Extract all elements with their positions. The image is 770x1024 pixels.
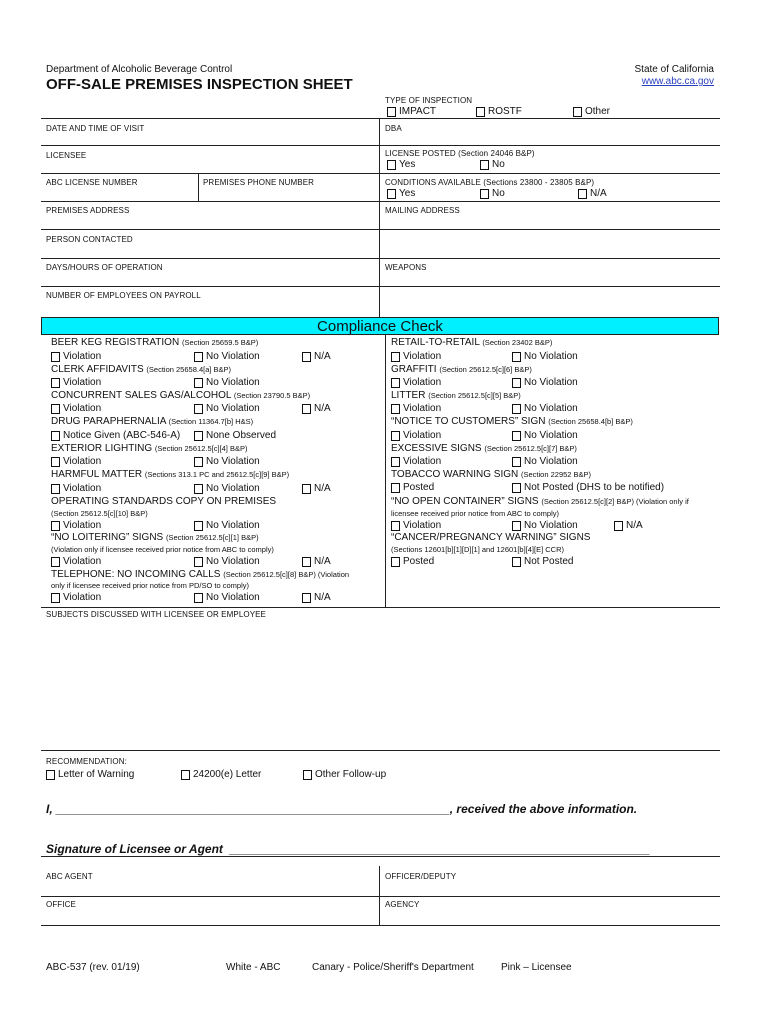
operating-standards-section: (Section 25612.5[c][10] B&P) — [51, 509, 148, 518]
checkbox-box[interactable] — [51, 484, 60, 494]
beer-keg-violation[interactable]: Violation — [51, 351, 101, 362]
letter-of-warning-checkbox[interactable]: Letter of Warning — [46, 769, 134, 780]
license-posted-label: LICENSE POSTED (Section 24046 B&P) — [385, 149, 535, 158]
abc-agent-label: ABC AGENT — [46, 872, 93, 881]
premises-address-label: PREMISES ADDRESS — [46, 206, 130, 215]
litter-heading: LITTER (Section 25612.5[c][5] B&P) — [391, 390, 521, 401]
mailing-address-label: MAILING ADDRESS — [385, 206, 460, 215]
form-title: OFF-SALE PREMISES INSPECTION SHEET — [46, 76, 353, 93]
license-posted-no-checkbox[interactable]: No — [480, 159, 505, 170]
no-loitering-violation[interactable]: Violation — [51, 556, 101, 567]
compliance-bottom-line — [41, 607, 720, 608]
checkbox-box[interactable] — [302, 484, 311, 494]
harmful-matter-violation[interactable]: Violation — [51, 483, 101, 494]
operating-standards-violation[interactable]: Violation — [51, 520, 101, 531]
cancer-pregnancy-heading: “CANCER/PREGNANCY WARNING” SIGNS — [391, 532, 591, 543]
person-contacted-label: PERSON CONTACTED — [46, 235, 133, 244]
abc-license-number-label: ABC LICENSE NUMBER — [46, 178, 138, 187]
days-hours-label: DAYS/HOURS OF OPERATION — [46, 263, 163, 272]
checkbox-box[interactable] — [51, 431, 60, 441]
checkbox-box[interactable] — [512, 404, 521, 414]
tobacco-not-posted[interactable]: Not Posted (DHS to be notified) — [512, 482, 664, 493]
licensee-label: LICENSEE — [46, 151, 87, 160]
conditions-no-checkbox[interactable]: No — [480, 188, 505, 199]
compliance-check-title: Compliance Check — [41, 317, 719, 335]
cancer-not-posted[interactable]: Not Posted — [512, 556, 573, 567]
copy-white: White - ABC — [226, 962, 281, 973]
checkbox-box[interactable] — [391, 521, 400, 531]
checkbox-box[interactable] — [391, 352, 400, 362]
checkbox-box[interactable] — [387, 107, 396, 117]
employees-label: NUMBER OF EMPLOYEES ON PAYROLL — [46, 291, 201, 300]
grid-line — [41, 173, 720, 174]
checkbox-box[interactable] — [614, 521, 623, 531]
exterior-lighting-no-violation[interactable]: No Violation — [194, 456, 260, 467]
checkbox-box[interactable] — [512, 483, 521, 493]
checkbox-box[interactable] — [302, 557, 311, 567]
grid-line — [41, 925, 720, 926]
checkbox-box[interactable] — [51, 521, 60, 531]
telephone-no-violation[interactable]: No Violation — [194, 592, 260, 603]
signature-bottom-line — [41, 856, 720, 857]
harmful-matter-na[interactable]: N/A — [302, 483, 331, 494]
harmful-matter-no-violation[interactable]: No Violation — [194, 483, 260, 494]
litter-violation[interactable]: Violation — [391, 403, 441, 414]
drug-paraphernalia-heading: DRUG PARAPHERNALIA (Section 11364.7[b] H&S) — [51, 416, 254, 427]
compliance-divider — [385, 335, 386, 607]
concurrent-sales-heading: CONCURRENT SALES GAS/ALCOHOL (Section 23790.5 B&P) — [51, 390, 311, 401]
checkbox-box[interactable] — [51, 457, 60, 467]
checkbox-box[interactable] — [476, 107, 485, 117]
other-follow-up-checkbox[interactable]: Other Follow-up — [303, 769, 386, 780]
harmful-matter-heading: HARMFUL MATTER (Sections 313.1 PC and 25612.5[c][9] B&P) — [51, 469, 290, 480]
rostf-checkbox[interactable]: ROSTF — [476, 106, 522, 117]
recommendation-label: RECOMMENDATION: — [46, 757, 127, 766]
checkbox-box[interactable] — [194, 557, 203, 567]
checkbox-box[interactable] — [302, 593, 311, 603]
graffiti-no-violation[interactable]: No Violation — [512, 377, 578, 388]
subjects-discussed-label: SUBJECTS DISCUSSED WITH LICENSEE OR EMPLOYEE — [46, 610, 266, 619]
checkbox-box[interactable] — [51, 352, 60, 362]
checkbox-box[interactable] — [194, 593, 203, 603]
telephone-heading: TELEPHONE: NO INCOMING CALLS (Section 25612.5[c][8] B&P) (Violation — [51, 569, 350, 580]
checkbox-box[interactable] — [512, 521, 521, 531]
notice-to-customers-heading: “NOTICE TO CUSTOMERS” SIGN (Section 25658.4[b] B&P) — [391, 416, 633, 427]
copy-pink: Pink – Licensee — [501, 962, 572, 973]
checkbox-box[interactable] — [387, 160, 396, 170]
clerk-affidavits-violation[interactable]: Violation — [51, 377, 101, 388]
grid-line — [41, 201, 720, 202]
grid-line — [41, 229, 720, 230]
premises-phone-label: PREMISES PHONE NUMBER — [203, 178, 315, 187]
concurrent-sales-na[interactable]: N/A — [302, 403, 331, 414]
department-name: Department of Alcoholic Beverage Control — [46, 64, 233, 75]
checkbox-box[interactable] — [303, 770, 312, 780]
no-open-container-heading: “NO OPEN CONTAINER” SIGNS (Section 25612.5[c][2] B&P) (Violation only if — [391, 496, 689, 507]
grid-line — [41, 286, 720, 287]
officer-deputy-label: OFFICER/DEPUTY — [385, 872, 457, 881]
notice-to-customers-no-violation[interactable]: No Violation — [512, 430, 578, 441]
date-time-label: DATE AND TIME OF VISIT — [46, 124, 145, 133]
grid-divider — [379, 866, 380, 925]
tobacco-warning-heading: TOBACCO WARNING SIGN (Section 22952 B&P) — [391, 469, 592, 480]
telephone-violation[interactable]: Violation — [51, 592, 101, 603]
form-number: ABC-537 (rev. 01/19) — [46, 962, 140, 973]
checkbox-box[interactable] — [512, 431, 521, 441]
24200e-letter-checkbox[interactable]: 24200(e) Letter — [181, 769, 261, 780]
operating-standards-heading: OPERATING STANDARDS COPY ON PREMISES — [51, 496, 277, 507]
clerk-affidavits-heading: CLERK AFFIDAVITS (Section 25658.4[a] B&P) — [51, 364, 232, 375]
checkbox-box[interactable] — [302, 404, 311, 414]
checkbox-box[interactable] — [51, 593, 60, 603]
impact-checkbox[interactable]: IMPACT — [387, 106, 436, 117]
beer-keg-heading: BEER KEG REGISTRATION (Section 25659.5 B&P) — [51, 337, 259, 348]
subjects-bottom-line — [41, 750, 720, 751]
no-loitering-na[interactable]: N/A — [302, 556, 331, 567]
notice-to-customers-violation[interactable]: Violation — [391, 430, 441, 441]
state-label: State of California — [634, 64, 714, 75]
retail-to-retail-no-violation[interactable]: No Violation — [512, 351, 578, 362]
retail-to-retail-heading: RETAIL-TO-RETAIL (Section 23402 B&P) — [391, 337, 553, 348]
clerk-affidavits-no-violation[interactable]: No Violation — [194, 377, 260, 388]
grid-line — [41, 145, 720, 146]
checkbox-box[interactable] — [573, 107, 582, 117]
exterior-lighting-heading: EXTERIOR LIGHTING (Section 25612.5[c][4] B&P) — [51, 443, 248, 454]
checkbox-box[interactable] — [391, 557, 400, 567]
dba-label: DBA — [385, 124, 402, 133]
checkbox-box[interactable] — [391, 404, 400, 414]
grid-divider — [198, 173, 199, 201]
excessive-signs-no-violation[interactable]: No Violation — [512, 456, 578, 467]
checkbox-box[interactable] — [480, 189, 489, 199]
checkbox-box[interactable] — [194, 484, 203, 494]
license-posted-yes-checkbox[interactable]: Yes — [387, 159, 415, 170]
checkbox-box[interactable] — [194, 352, 203, 362]
no-loitering-no-violation[interactable]: No Violation — [194, 556, 260, 567]
no-open-container-note: licensee received prior notice from ABC to comply) — [391, 509, 559, 518]
checkbox-box[interactable] — [51, 404, 60, 414]
agency-label: AGENCY — [385, 900, 420, 909]
checkbox-box[interactable] — [387, 189, 396, 199]
beer-keg-na[interactable]: N/A — [302, 351, 331, 362]
telephone-note: only if licensee received prior notice from PD/SO to comply) — [51, 581, 249, 590]
checkbox-box[interactable] — [181, 770, 190, 780]
no-loitering-heading: “NO LOITERING” SIGNS (Section 25612.5[c][1] B&P) — [51, 532, 259, 543]
exterior-lighting-violation[interactable]: Violation — [51, 456, 101, 467]
checkbox-box[interactable] — [391, 431, 400, 441]
conditions-yes-checkbox[interactable]: Yes — [387, 188, 415, 199]
checkbox-box[interactable] — [391, 457, 400, 467]
signature-line[interactable]: Signature of Licensee or Agent _______________________________________________________________ — [46, 842, 651, 856]
grid-line — [41, 118, 720, 119]
other-checkbox[interactable]: Other — [573, 106, 610, 117]
checkbox-box[interactable] — [194, 457, 203, 467]
grid-line — [41, 258, 720, 259]
subjects-discussed-area[interactable] — [46, 622, 716, 746]
checkbox-box[interactable] — [51, 378, 60, 388]
concurrent-sales-no-violation[interactable]: No Violation — [194, 403, 260, 414]
checkbox-box[interactable] — [512, 352, 521, 362]
checkbox-box[interactable] — [480, 160, 489, 170]
graffiti-heading: GRAFFITI (Section 25612.5[c][6] B&P) — [391, 364, 532, 375]
checkbox-box[interactable] — [391, 483, 400, 493]
weapons-label: WEAPONS — [385, 263, 427, 272]
cancer-pregnancy-section: (Sections 12601[b][1][D][1] and 12601[b][4][E] CCR) — [391, 545, 565, 554]
checkbox-box[interactable] — [51, 557, 60, 567]
type-of-inspection-label: TYPE OF INSPECTION — [385, 96, 473, 105]
checkbox-box[interactable] — [512, 557, 521, 567]
none-observed-checkbox[interactable]: None Observed — [194, 430, 276, 441]
checkbox-box[interactable] — [46, 770, 55, 780]
no-open-container-no-violation[interactable]: No Violation — [512, 520, 578, 531]
acknowledgement-line[interactable]: I, ___________________________________________________________, received the above information. — [46, 802, 638, 816]
cancer-posted[interactable]: Posted — [391, 556, 434, 567]
beer-keg-no-violation[interactable]: No Violation — [194, 351, 260, 362]
concurrent-sales-violation[interactable]: Violation — [51, 403, 101, 414]
conditions-na-checkbox[interactable]: N/A — [578, 188, 607, 199]
checkbox-box[interactable] — [578, 189, 587, 199]
no-open-container-na[interactable]: N/A — [614, 520, 643, 531]
excessive-signs-heading: EXCESSIVE SIGNS (Section 25612.5[c][7] B&P) — [391, 443, 577, 454]
checkbox-box[interactable] — [512, 457, 521, 467]
excessive-signs-violation[interactable]: Violation — [391, 456, 441, 467]
copy-canary: Canary - Police/Sheriff's Department — [312, 962, 474, 973]
no-loitering-note: (Violation only if licensee received prior notice from ABC to comply) — [51, 545, 274, 554]
checkbox-box[interactable] — [302, 352, 311, 362]
graffiti-violation[interactable]: Violation — [391, 377, 441, 388]
telephone-na[interactable]: N/A — [302, 592, 331, 603]
checkbox-box[interactable] — [194, 378, 203, 388]
checkbox-box[interactable] — [194, 521, 203, 531]
notice-given-checkbox[interactable]: Notice Given (ABC-546-A) — [51, 430, 180, 441]
checkbox-box[interactable] — [512, 378, 521, 388]
office-label: OFFICE — [46, 900, 76, 909]
tobacco-posted[interactable]: Posted — [391, 482, 434, 493]
no-open-container-violation[interactable]: Violation — [391, 520, 441, 531]
conditions-available-label: CONDITIONS AVAILABLE (Sections 23800 - 23805 B&P) — [385, 178, 595, 187]
operating-standards-no-violation[interactable]: No Violation — [194, 520, 260, 531]
grid-divider — [379, 118, 380, 317]
retail-to-retail-violation[interactable]: Violation — [391, 351, 441, 362]
grid-line — [41, 896, 720, 897]
checkbox-box[interactable] — [194, 404, 203, 414]
litter-no-violation[interactable]: No Violation — [512, 403, 578, 414]
checkbox-box[interactable] — [194, 431, 203, 441]
website-link[interactable]: www.abc.ca.gov — [641, 76, 714, 87]
checkbox-box[interactable] — [391, 378, 400, 388]
